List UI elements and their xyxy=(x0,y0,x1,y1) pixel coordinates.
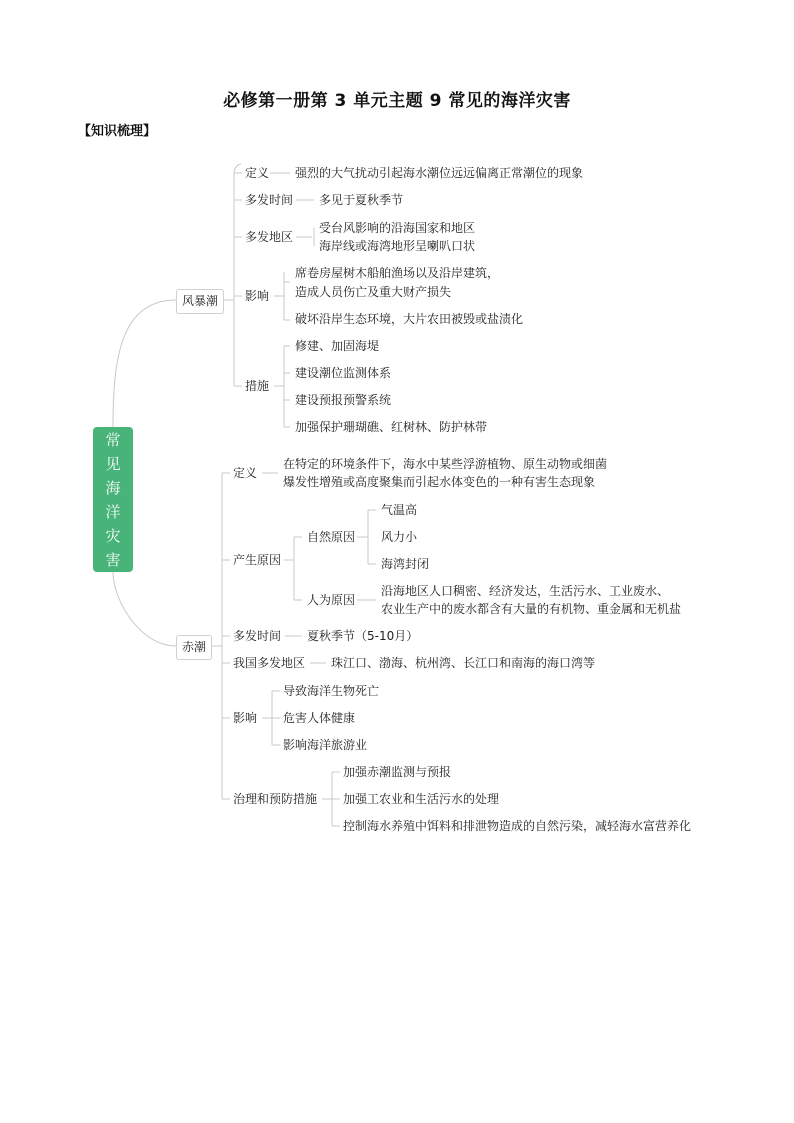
root-node: 常见海洋灾害 xyxy=(93,427,133,572)
red-definition-label: 定义 xyxy=(233,466,258,480)
storm-region-label: 多发地区 xyxy=(245,230,294,244)
storm-definition: 强烈的大气扰动引起海水潮位远远偏离正常潮位的现象 xyxy=(295,166,584,180)
storm-time: 多见于夏秋季节 xyxy=(319,193,404,207)
red-natural-2: 风力小 xyxy=(381,530,418,544)
storm-measure-3: 建设预报预警系统 xyxy=(295,393,392,407)
red-control-label: 治理和预防措施 xyxy=(233,792,318,806)
red-natural-1: 气温高 xyxy=(381,503,418,517)
storm-measure-4: 加强保护珊瑚礁、红树林、防护林带 xyxy=(295,420,488,434)
red-control-1: 加强赤潮监测与预报 xyxy=(343,765,452,779)
red-cause-label: 产生原因 xyxy=(233,553,282,567)
storm-region-2: 海岸线或海湾地形呈喇叭口状 xyxy=(319,239,476,253)
red-time-label: 多发时间 xyxy=(233,629,282,643)
storm-surge-node: 风暴潮 xyxy=(176,289,224,314)
storm-impact-1b: 造成人员伤亡及重大财产损失 xyxy=(295,285,452,299)
red-impact-label: 影响 xyxy=(233,711,258,725)
red-control-3: 控制海水养殖中饵料和排泄物造成的自然污染，减轻海水富营养化 xyxy=(343,819,692,833)
storm-time-label: 多发时间 xyxy=(245,193,294,207)
storm-impact-2: 破坏沿岸生态环境，大片农田被毁或盐渍化 xyxy=(295,312,524,326)
red-impact-1: 导致海洋生物死亡 xyxy=(283,684,380,698)
red-impact-3: 影响海洋旅游业 xyxy=(283,738,368,752)
red-natural-3: 海湾封闭 xyxy=(381,557,430,571)
red-definition-a: 在特定的环境条件下，海水中某些浮游植物、原生动物或细菌 xyxy=(283,457,608,471)
storm-impact-1a: 席卷房屋树木船舶渔场以及沿岸建筑， xyxy=(295,266,500,280)
red-human-label: 人为原因 xyxy=(307,593,356,607)
red-time: 夏秋季节（5-10月） xyxy=(307,629,419,643)
storm-measure-label: 措施 xyxy=(245,379,270,393)
red-region-label: 我国多发地区 xyxy=(233,656,306,670)
storm-measure-2: 建设潮位监测体系 xyxy=(295,366,392,380)
storm-measure-1: 修建、加固海堤 xyxy=(295,339,380,353)
red-control-2: 加强工农业和生活污水的处理 xyxy=(343,792,500,806)
storm-region-1: 受台风影响的沿海国家和地区 xyxy=(319,221,476,235)
red-definition-b: 爆发性增殖或高度聚集而引起水体变色的一种有害生态现象 xyxy=(283,475,596,489)
section-heading: 【知识梳理】 xyxy=(78,124,157,139)
red-region: 珠江口、渤海、杭州湾、长江口和南海的海口湾等 xyxy=(331,656,596,670)
red-tide-node: 赤潮 xyxy=(176,635,212,660)
page-title: 必修第一册第 3 单元主题 9 常见的海洋灾害 xyxy=(223,91,571,111)
storm-impact-label: 影响 xyxy=(245,289,270,303)
red-natural-label: 自然原因 xyxy=(307,530,356,544)
storm-definition-label: 定义 xyxy=(245,166,270,180)
red-human-a: 沿海地区人口稠密、经济发达，生活污水、工业废水、 xyxy=(381,584,670,598)
red-impact-2: 危害人体健康 xyxy=(283,711,356,725)
red-human-b: 农业生产中的废水都含有大量的有机物、重金属和无机盐 xyxy=(381,602,682,616)
